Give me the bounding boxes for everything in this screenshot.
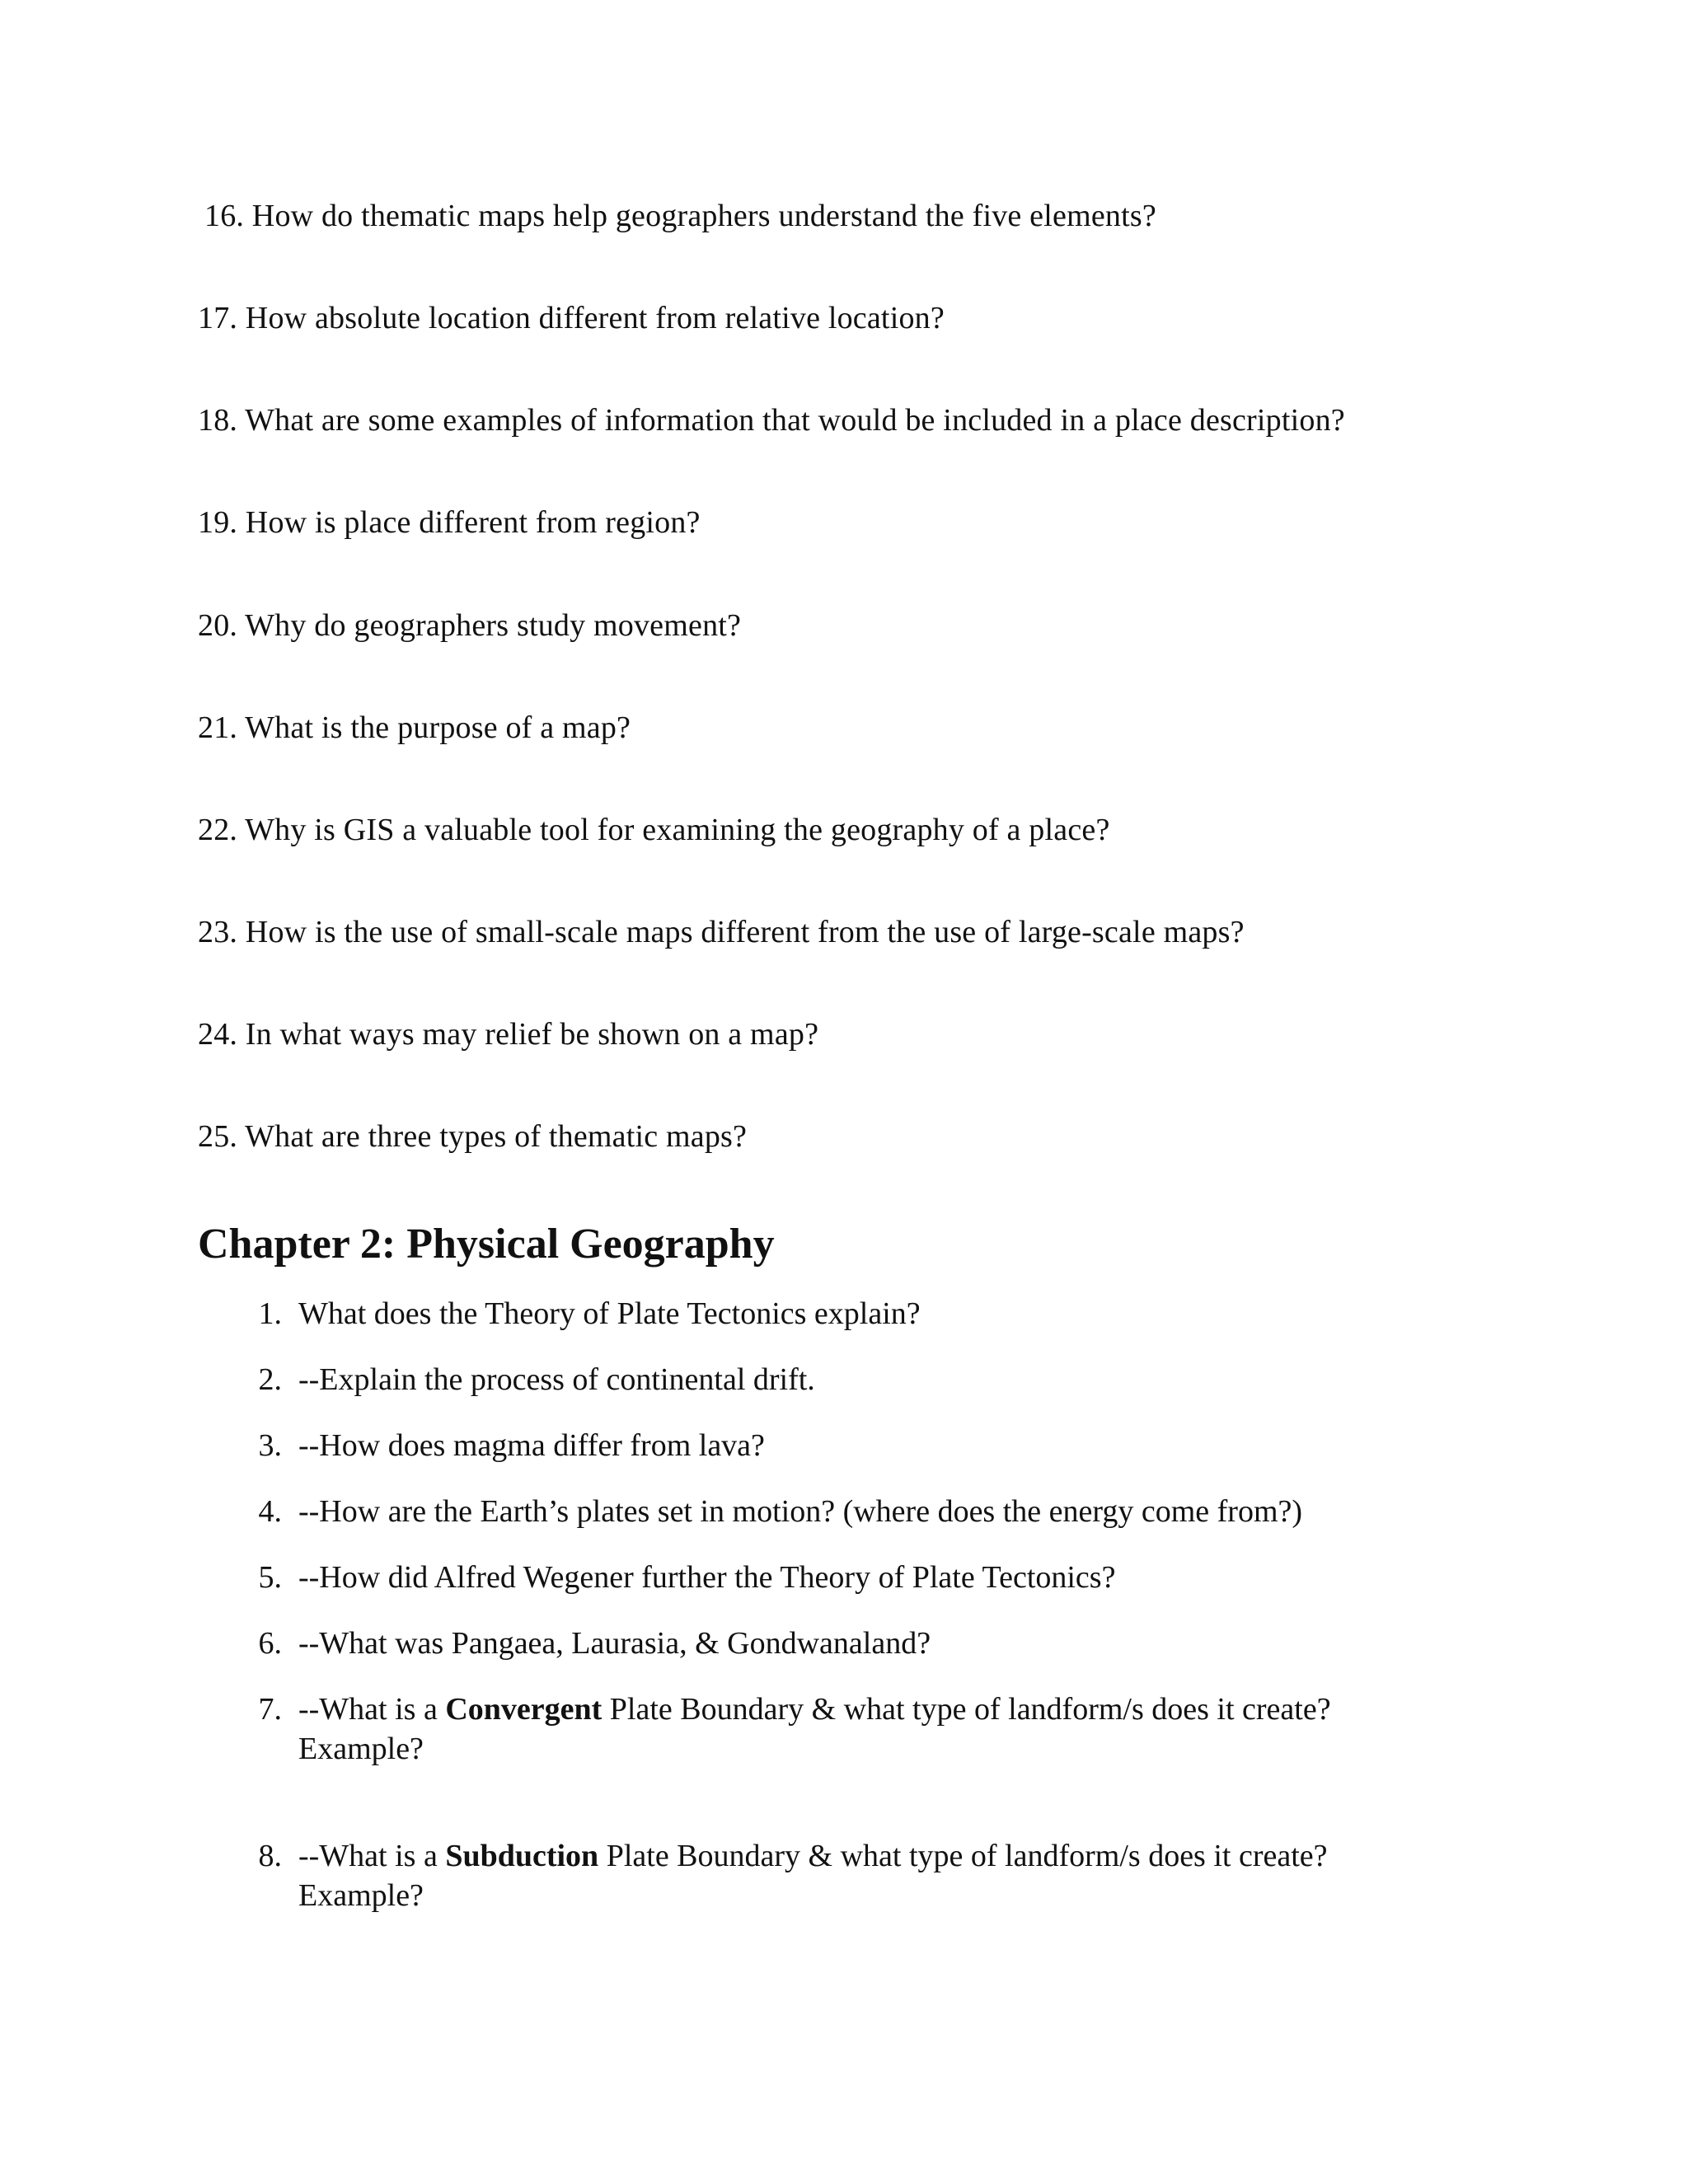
item-number: 7. xyxy=(258,1692,282,1727)
item-text: --How are the Earth’s plates set in motion? (where does the energy come from?) xyxy=(298,1494,1303,1529)
list-item xyxy=(231,1690,1331,1766)
item-text: What does the Theory of Plate Tectonics explain? xyxy=(298,1296,921,1331)
list-item xyxy=(231,1624,931,1663)
list-item xyxy=(231,1836,1328,1913)
item-text: --How does magma differ from lava? xyxy=(298,1428,765,1463)
item-number: 3. xyxy=(258,1428,282,1463)
question-19: 19. How is place different from region? xyxy=(198,505,701,540)
item-text xyxy=(298,1690,1331,1729)
item-continuation: Example? xyxy=(298,1732,424,1766)
question-23: 23. How is the use of small-scale maps different from the use of large-scale maps? xyxy=(198,915,1245,949)
list-item xyxy=(231,1294,921,1333)
item-text-pre: --What is a xyxy=(298,1839,446,1873)
item-text: --Explain the process of continental drift. xyxy=(298,1362,815,1397)
question-25: 25. What are three types of thematic maps? xyxy=(198,1119,748,1154)
list-item xyxy=(231,1360,815,1399)
item-number: 1. xyxy=(258,1296,282,1331)
list-item xyxy=(231,1492,1302,1531)
item-text-pre: --What is a xyxy=(298,1692,446,1727)
question-24: 24. In what ways may relief be shown on a map? xyxy=(198,1017,819,1052)
question-17: 17. How absolute location different from relative location? xyxy=(198,301,945,335)
item-continuation: Example? xyxy=(298,1878,424,1913)
question-18: 18. What are some examples of information that would be included in a place description? xyxy=(198,403,1345,438)
list-item xyxy=(231,1558,1115,1597)
item-number: 6. xyxy=(258,1626,282,1661)
item-number: 5. xyxy=(258,1560,282,1595)
item-text-post: Plate Boundary & what type of landform/s does it create? xyxy=(598,1839,1328,1873)
chapter-heading: Chapter 2: Physical Geography xyxy=(198,1221,775,1268)
item-number: 8. xyxy=(258,1839,282,1873)
item-number: 4. xyxy=(258,1494,282,1529)
question-20: 20. Why do geographers study movement? xyxy=(198,608,742,643)
question-16: 16. How do thematic maps help geographers understand the five elements? xyxy=(204,199,1156,233)
item-text-post: Plate Boundary & what type of landform/s does it create? xyxy=(602,1692,1331,1727)
item-number: 2. xyxy=(258,1362,282,1397)
list-item xyxy=(231,1426,765,1465)
item-text xyxy=(298,1836,1328,1876)
item-text: --How did Alfred Wegener further the Theory of Plate Tectonics? xyxy=(298,1560,1116,1595)
item-text: --What was Pangaea, Laurasia, & Gondwanaland? xyxy=(298,1626,931,1661)
question-22: 22. Why is GIS a valuable tool for examining the geography of a place? xyxy=(198,813,1110,847)
term-convergent: Convergent xyxy=(445,1692,603,1727)
question-21: 21. What is the purpose of a map? xyxy=(198,710,631,745)
term-subduction: Subduction xyxy=(445,1839,599,1873)
